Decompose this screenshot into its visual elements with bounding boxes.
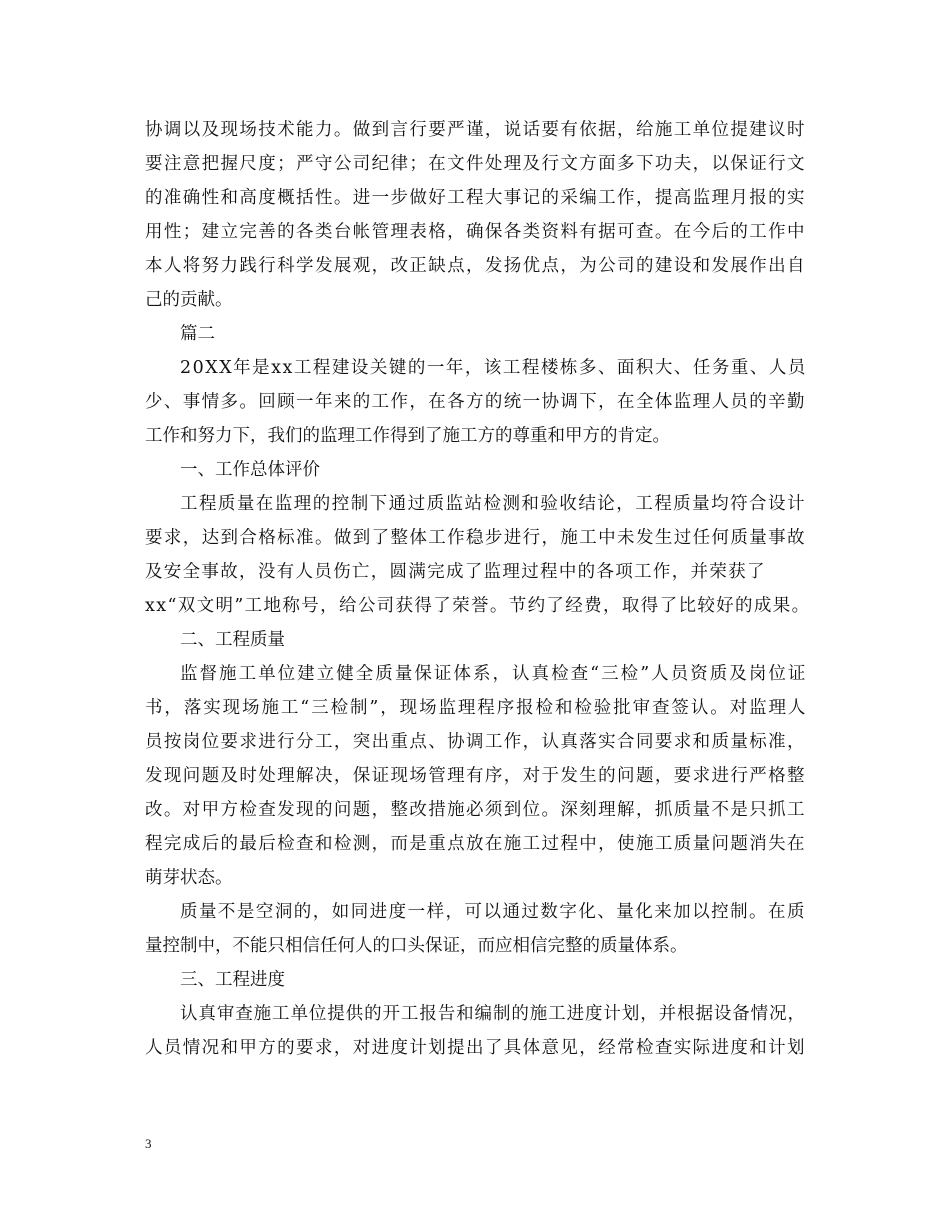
section-heading: 二、工程质量 bbox=[180, 630, 285, 650]
text-line: 认真审查施工单位提供的开工报告和编制的施工进度计划，并根据设备情况， bbox=[180, 1004, 806, 1024]
section-heading: 一、工作总体评价 bbox=[180, 460, 320, 480]
page-number: 3 bbox=[145, 1136, 152, 1151]
text-line: 及安全事故，没有人员伤亡，圆满完成了监理过程中的各项工作，并荣获了 bbox=[145, 562, 766, 582]
text-line: 要求，达到合格标准。做到了整体工作稳步进行，施工中未发生过任何质量事故 bbox=[145, 528, 806, 548]
text-line: 改。对甲方检查发现的问题，整改措施必须到位。深刻理解，抓质量不是只抓工 bbox=[145, 800, 806, 820]
text-line: 的准确性和高度概括性。进一步做好工程大事记的采编工作，提高监理月报的实 bbox=[145, 188, 806, 208]
text-line: 质量不是空洞的，如同进度一样，可以通过数字化、量化来加以控制。在质 bbox=[180, 902, 806, 922]
text-line: 用性；建立完善的各类台帐管理表格，确保各类资料有据可查。在今后的工作中 bbox=[145, 222, 806, 242]
text-line: 员按岗位要求进行分工，突出重点、协调工作，认真落实合同要求和质量标准， bbox=[145, 732, 806, 752]
text-line: 本人将努力践行科学发展观，改正缺点，发扬优点，为公司的建设和发展作出自 bbox=[145, 256, 806, 276]
section-heading: 篇二 bbox=[180, 324, 215, 344]
text-line: 书，落实现场施工“三检制”，现场监理程序报检和检验批审查签认。对监理人 bbox=[145, 698, 808, 718]
text-line: xx“双文明”工地称号，给公司获得了荣誉。节约了经费，取得了比较好的成果。 bbox=[145, 596, 811, 616]
section-heading: 三、工程进度 bbox=[180, 970, 285, 990]
text-line: 工作和努力下，我们的监理工作得到了施工方的尊重和甲方的肯定。 bbox=[145, 426, 670, 446]
text-line: 量控制中，不能只相信任何人的口头保证，而应相信完整的质量体系。 bbox=[145, 936, 688, 956]
text-line: 人员情况和甲方的要求，对进度计划提出了具体意见，经常检查实际进度和计划 bbox=[145, 1038, 806, 1058]
text-line: 20XX年是xx工程建设关键的一年，该工程楼栋多、面积大、任务重、人员 bbox=[180, 358, 807, 378]
text-line: 工程质量在监理的控制下通过质监站检测和验收结论，工程质量均符合设计 bbox=[180, 494, 806, 514]
text-line: 程完成后的最后检查和检测，而是重点放在施工过程中，使施工质量问题消失在 bbox=[145, 834, 806, 854]
text-line: 己的贡献。 bbox=[145, 290, 233, 310]
text-line: 监督施工单位建立健全质量保证体系，认真检查“三检”人员资质及岗位证 bbox=[180, 664, 808, 684]
text-line: 少、事情多。回顾一年来的工作，在各方的统一协调下，在全体监理人员的辛勤 bbox=[145, 392, 806, 412]
text-line: 要注意把握尺度；严守公司纪律；在文件处理及行文方面多下功夫，以保证行文 bbox=[145, 154, 806, 174]
text-line: 发现问题及时处理解决，保证现场管理有序，对于发生的问题，要求进行严格整 bbox=[145, 766, 806, 786]
text-line: 协调以及现场技术能力。做到言行要严谨，说话要有依据，给施工单位提建议时 bbox=[145, 120, 806, 140]
text-line: 萌芽状态。 bbox=[145, 868, 233, 888]
